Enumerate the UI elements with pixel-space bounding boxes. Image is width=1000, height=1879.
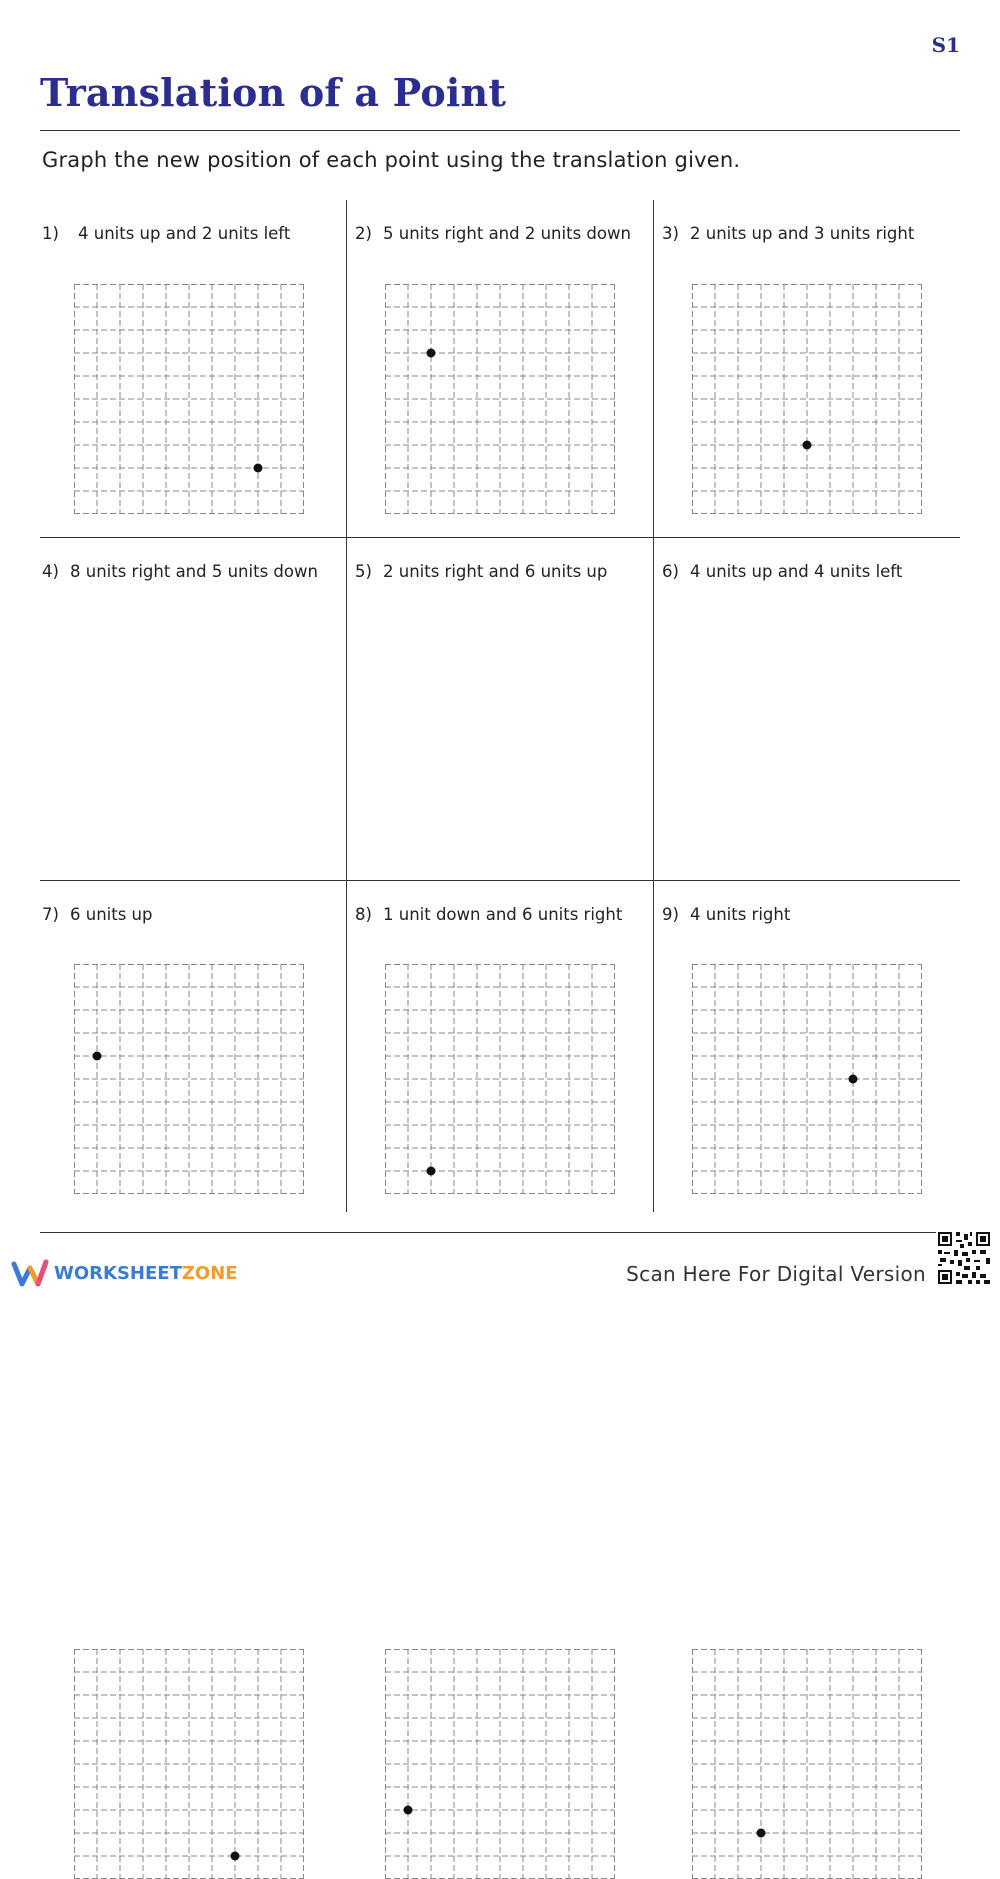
- problem-instruction: 2 units right and 6 units up: [383, 562, 608, 581]
- plotted-point: [231, 1852, 240, 1861]
- problem-number: 2): [355, 224, 372, 243]
- problem-cell: [347, 200, 653, 537]
- problem-grid: [40, 200, 960, 1212]
- problem-number: 1): [42, 224, 59, 243]
- problem-cell: [347, 881, 653, 1218]
- title-divider: [40, 130, 960, 131]
- problem-label: [355, 562, 607, 581]
- scan-text: Scan Here For Digital Version: [626, 1262, 926, 1286]
- problem-cell: [654, 881, 960, 1218]
- problem-number: 7): [42, 905, 59, 924]
- problem-number: 4): [42, 562, 59, 581]
- problem-number: 6): [662, 562, 679, 581]
- grid-svg: [74, 284, 304, 514]
- brand-name-part2: ZONE: [181, 1262, 238, 1284]
- brand-logo: [10, 1258, 238, 1288]
- problem-cell: [40, 538, 346, 875]
- problem-label: [42, 905, 152, 924]
- coordinate-grid[interactable]: [692, 284, 922, 514]
- problem-label: [662, 905, 790, 924]
- problem-label: [355, 905, 622, 924]
- worksheet-zone-logo-icon: [10, 1258, 50, 1288]
- instructions-text: Graph the new position of each point using the translation given.: [42, 148, 741, 172]
- problem-instruction: 8 units right and 5 units down: [70, 562, 318, 581]
- brand-name-part1: WORKSHEET: [54, 1262, 182, 1284]
- coordinate-grid[interactable]: [74, 284, 304, 514]
- plotted-point: [404, 1806, 413, 1815]
- problem-number: 9): [662, 905, 679, 924]
- page-code: S1: [931, 33, 960, 57]
- problem-cell: [40, 200, 346, 537]
- problem-cell: [654, 538, 960, 875]
- grid-svg: [385, 284, 615, 514]
- problem-cell: [40, 881, 346, 1218]
- problem-label: [42, 224, 290, 243]
- problem-cell: [654, 200, 960, 537]
- problem-label: [42, 562, 318, 581]
- page-title: Translation of a Point: [40, 70, 507, 115]
- coordinate-grid[interactable]: [385, 284, 615, 514]
- grid-svg: [385, 1649, 615, 1879]
- grid-svg: [74, 1649, 304, 1879]
- footer-divider: [40, 1232, 960, 1233]
- problem-label: [662, 224, 914, 243]
- plotted-point: [757, 1829, 766, 1838]
- problem-instruction: 4 units up and 4 units left: [690, 562, 903, 581]
- problem-label: [355, 224, 631, 243]
- coordinate-grid[interactable]: [74, 1649, 304, 1879]
- problem-number: 8): [355, 905, 372, 924]
- coordinate-grid[interactable]: [692, 1649, 922, 1879]
- problem-instruction: 6 units up: [70, 905, 153, 924]
- qr-code-icon[interactable]: [936, 1230, 992, 1286]
- grid-svg: [692, 1649, 922, 1879]
- problem-instruction: 2 units up and 3 units right: [690, 224, 915, 243]
- problem-instruction: 4 units up and 2 units left: [78, 224, 291, 243]
- problem-instruction: 5 units right and 2 units down: [383, 224, 631, 243]
- grid-svg: [692, 284, 922, 514]
- plotted-point: [427, 349, 436, 358]
- plotted-point: [803, 441, 812, 450]
- problem-instruction: 1 unit down and 6 units right: [383, 905, 623, 924]
- plotted-point: [254, 464, 263, 473]
- problem-number: 5): [355, 562, 372, 581]
- problem-number: 3): [662, 224, 679, 243]
- problem-cell: [347, 538, 653, 875]
- coordinate-grid[interactable]: [385, 1649, 615, 1879]
- problem-label: [662, 562, 902, 581]
- problem-instruction: 4 units right: [690, 905, 791, 924]
